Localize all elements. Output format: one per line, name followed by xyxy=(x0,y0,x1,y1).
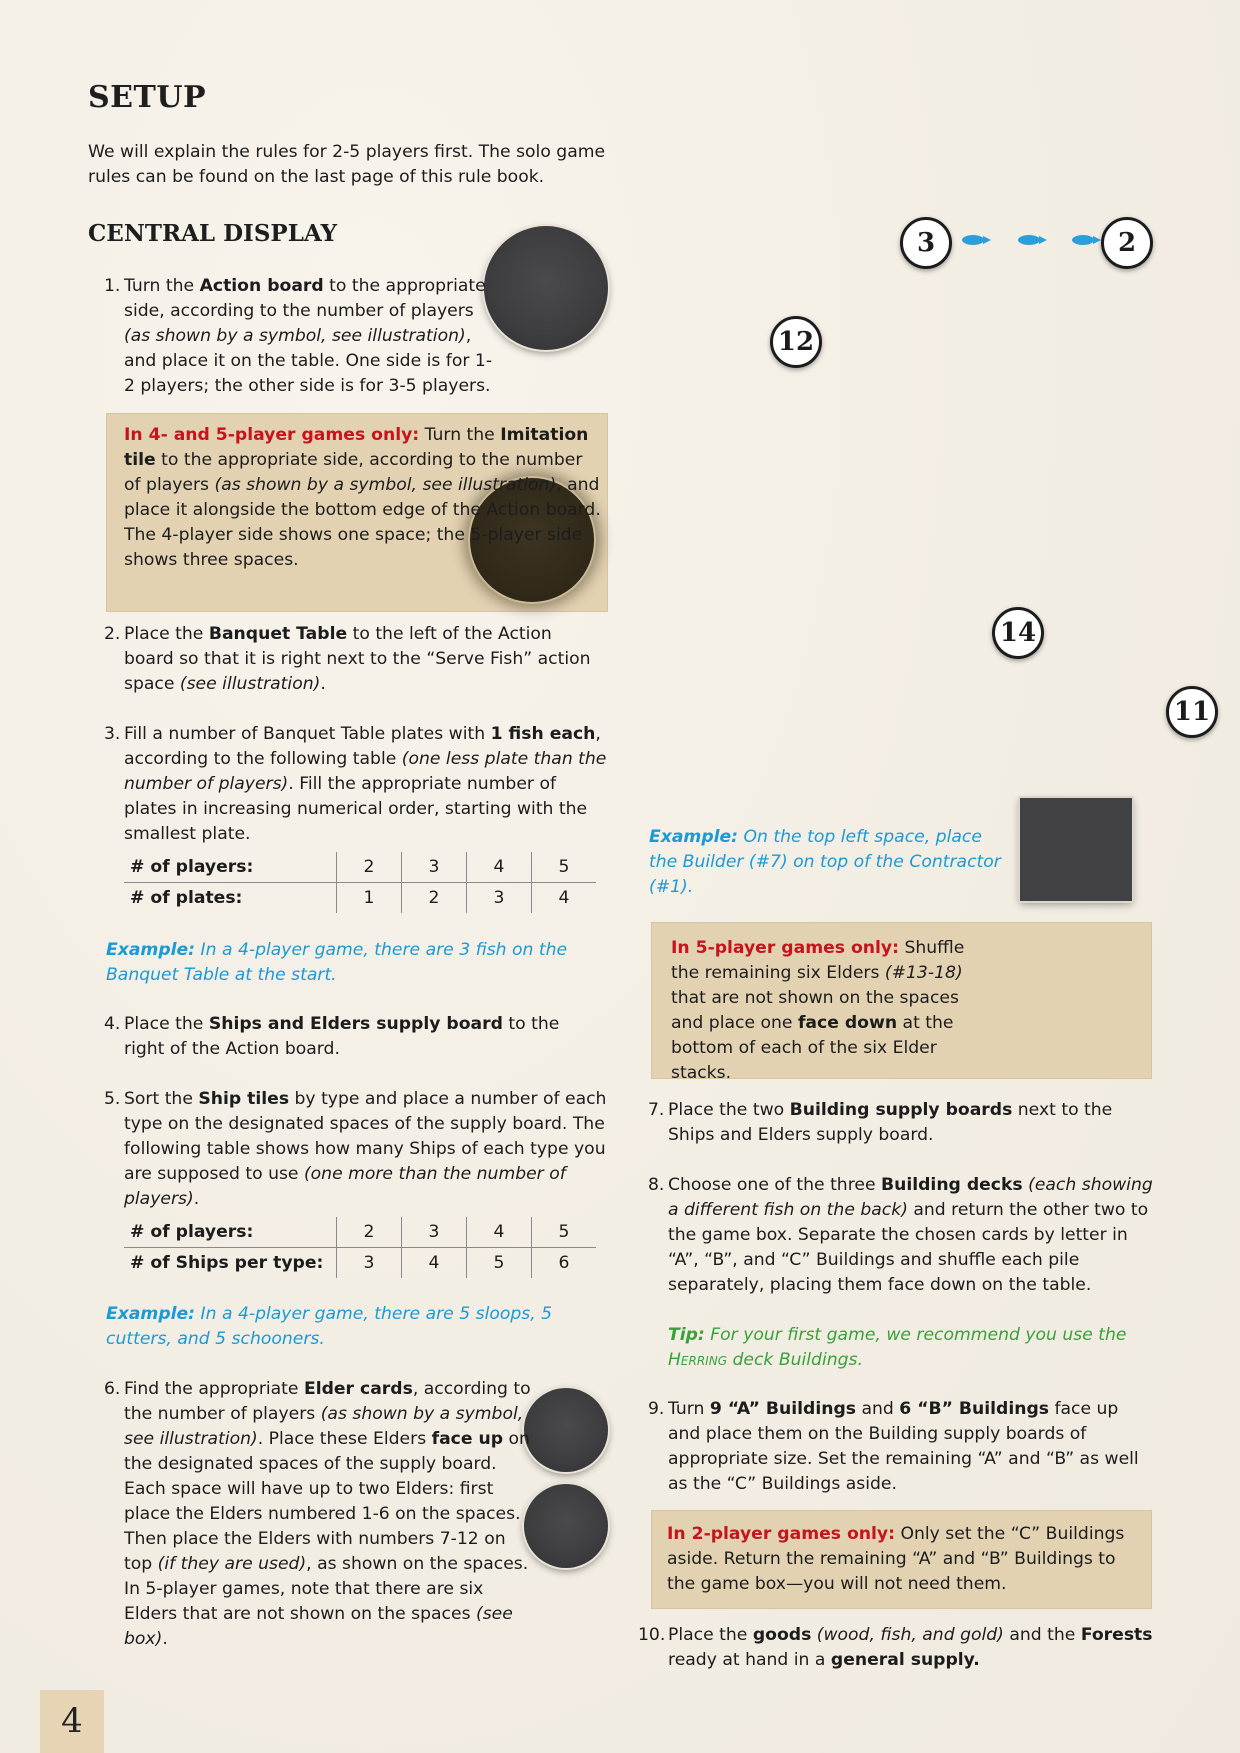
example-1: Example: In a 4-player game, there are 3 fish on the Banquet Table at the start. xyxy=(106,940,568,985)
plates-table-cell: 5 xyxy=(532,852,597,883)
example-3: Example: On the top left space, place the Builder (#7) on top of the Contractor (#1). xyxy=(649,827,1001,897)
elder-card-illustration xyxy=(1020,798,1132,901)
plates-table-cell: 4 xyxy=(467,852,532,883)
ships-table-header: # of Ships per type: xyxy=(130,1253,324,1273)
ships-table-cell: 5 xyxy=(467,1248,532,1279)
step-9-number: 9. xyxy=(648,1399,665,1419)
plates-table-header: # of plates: xyxy=(130,888,243,908)
plates-table xyxy=(124,852,596,913)
step-8-text: Choose one of the three Building decks (each showing a different fish on the back) and return the other two to the game box. Separate the chosen cards by letter in “A”, “B”, and “C” Buildings and shuffle each pile separately, placing them face down on the table. xyxy=(668,1175,1153,1295)
plates-table-cell: 4 xyxy=(532,883,597,914)
ship-fish-icon xyxy=(1072,235,1094,245)
plates-table-cell: 2 xyxy=(402,883,467,914)
step-10-text: Place the goods (wood, fish, and gold) and the Forests ready at hand in a general supply. xyxy=(668,1625,1153,1670)
ship-fish-icon xyxy=(1018,235,1040,245)
step-6-text: Find the appropriate Elder cards, according to the number of players (as shown by a symbol, see illustration). Place these Elders face up on the designated spaces of the supply board. Each space will have up to two Elders: first place the Elders numbered 1-6 on the spaces. Then place the Elders with numbers 7-12 on top (if they are used), as shown on the spaces. In 5-player games, note that there are six Elders that are not shown on the spaces (see box). xyxy=(124,1379,531,1649)
step-4-text: Place the Ships and Elders supply board to the right of the Action board. xyxy=(124,1014,560,1059)
plates-table-cell: 1 xyxy=(337,883,402,914)
example-2: Example: In a 4-player game, there are 5 sloops, 5 cutters, and 5 schooners. xyxy=(106,1304,553,1349)
ships-table-cell: 2 xyxy=(337,1217,402,1248)
callout-badge: 14 xyxy=(992,607,1044,659)
intro-paragraph: We will explain the rules for 2-5 players first. The solo game rules can be found on the last page of this rule book. xyxy=(88,142,606,187)
ships-table-header: # of players: xyxy=(124,1217,337,1248)
step-9-text: Turn 9 “A” Buildings and 6 “B” Buildings face up and place them on the Building supply boards of appropriate size. Set the remaining “A” and “B” as well as the “C” Buildings aside. xyxy=(668,1399,1139,1494)
step-2-text: Place the Banquet Table to the left of the Action board so that it is right next to the “Serve Fish” action space (see illustration). xyxy=(124,624,591,694)
ships-table xyxy=(124,1217,596,1278)
step-3-text: Fill a number of Banquet Table plates with 1 fish each, according to the following table (one less plate than the number of players). Fill the appropriate number of plates in increasing numerical order, starting with the smallest plate. xyxy=(124,724,607,844)
step-2-number: 2. xyxy=(104,624,121,644)
ships-table-cell: 4 xyxy=(402,1248,467,1279)
step-8-number: 8. xyxy=(648,1175,665,1195)
plates-table-header: # of players: xyxy=(124,852,337,883)
step-10-number: 10. xyxy=(638,1625,666,1645)
ship-fish-icon xyxy=(962,235,984,245)
page-number: 4 xyxy=(40,1690,104,1753)
section-title: CENTRAL DISPLAY xyxy=(88,220,338,247)
step-5-number: 5. xyxy=(104,1089,121,1109)
ships-table-cell: 5 xyxy=(532,1217,597,1248)
two-player-box-text: In 2-player games only: Only set the “C” Buildings aside. Return the remaining “A” and “B” Buildings to the game box—you will not need them. xyxy=(667,1524,1125,1594)
action-board-symbol-illustration xyxy=(484,226,608,350)
step-5-text: Sort the Ship tiles by type and place a number of each type on the designated spaces of the supply board. The following table shows how many Ships of each type you are supposed to use (one more than the number of players). xyxy=(124,1089,607,1209)
ships-table-cell: 6 xyxy=(532,1248,597,1279)
ships-table-cell: 3 xyxy=(337,1248,402,1279)
four-five-player-box-text: In 4- and 5-player games only: Turn the Imitation tile to the appropriate side, according to the number of players (as shown by a symbol, see illustration), and place it alongside the bottom edge of the Action board. The 4-player side shows one space; the 5-player side shows three spaces. xyxy=(124,425,601,570)
step-7-text: Place the two Building supply boards next to the Ships and Elders supply board. xyxy=(668,1100,1113,1145)
plates-table-cell: 3 xyxy=(402,852,467,883)
ships-table-cell: 4 xyxy=(467,1217,532,1248)
step-4-number: 4. xyxy=(104,1014,121,1034)
ship-count-badge: 2 xyxy=(1101,217,1153,269)
ship-count-badge: 3 xyxy=(900,217,952,269)
five-player-box-text: In 5-player games only: Shuffle the remaining six Elders (#13-18) that are not shown on the spaces and place one face down at the bottom of each of the six Elder stacks. xyxy=(671,938,965,1083)
page-title: SETUP xyxy=(88,80,207,115)
ships-table-cell: 3 xyxy=(402,1217,467,1248)
step-7-number: 7. xyxy=(648,1100,665,1120)
plates-table-cell: 3 xyxy=(467,883,532,914)
callout-badge: 12 xyxy=(770,316,822,368)
step-3-number: 3. xyxy=(104,724,121,744)
step-1-text: Turn the Action board to the appropriate side, according to the number of players (as shown by a symbol, see illustration), and place it on the table. One side is for 1-2 players; the other side is for 3-5 players. xyxy=(124,276,493,396)
plates-table-cell: 2 xyxy=(337,852,402,883)
callout-badge: 11 xyxy=(1166,686,1218,738)
tip: Tip: For your first game, we recommend you use the Herring deck Buildings. xyxy=(668,1325,1127,1370)
step-1-number: 1. xyxy=(104,276,121,296)
step-6-number: 6. xyxy=(104,1379,121,1399)
